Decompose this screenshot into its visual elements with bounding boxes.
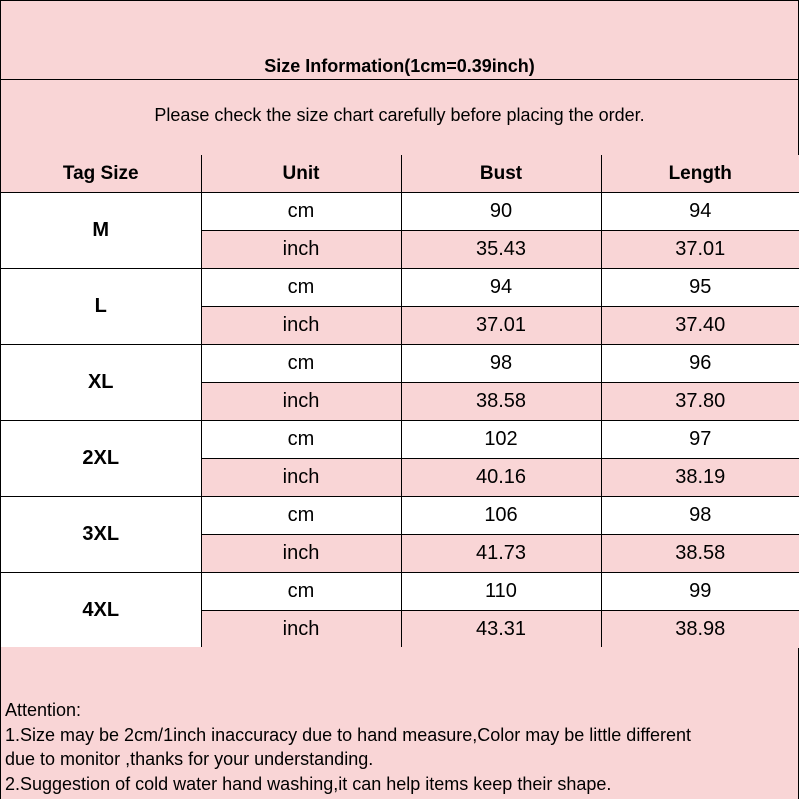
table-row [1, 345, 799, 383]
tag-size-cell: XL [1, 345, 201, 421]
table-header-row [1, 155, 799, 193]
bust-cell: 102 [401, 421, 601, 459]
length-cell: 37.40 [601, 307, 799, 345]
length-cell: 96 [601, 345, 799, 383]
length-cell: 37.80 [601, 383, 799, 421]
table-row [1, 497, 799, 535]
bust-cell: 40.16 [401, 459, 601, 497]
unit-cell: cm [201, 193, 401, 231]
bust-cell: 94 [401, 269, 601, 307]
length-cell: 37.01 [601, 231, 799, 269]
bust-cell: 106 [401, 497, 601, 535]
tag-size-cell: 3XL [1, 497, 201, 573]
bust-cell: 38.58 [401, 383, 601, 421]
unit-cell: cm [201, 345, 401, 383]
attention-notes [5, 698, 795, 796]
table-row [1, 193, 799, 231]
page-title: Size Information(1cm=0.39inch) [264, 56, 535, 76]
tag-size-cell: M [1, 193, 201, 269]
bust-cell: 90 [401, 193, 601, 231]
table-row [1, 573, 799, 611]
unit-cell: cm [201, 269, 401, 307]
header-unit: Unit [201, 155, 401, 193]
unit-cell: inch [201, 231, 401, 269]
length-cell: 38.98 [601, 611, 799, 649]
header-length: Length [601, 155, 799, 193]
length-cell: 99 [601, 573, 799, 611]
length-cell: 94 [601, 193, 799, 231]
unit-cell: inch [201, 611, 401, 649]
length-cell: 95 [601, 269, 799, 307]
bust-cell: 41.73 [401, 535, 601, 573]
table-row [1, 421, 799, 459]
header-tag-size: Tag Size [1, 155, 201, 193]
bust-cell: 110 [401, 573, 601, 611]
length-cell: 98 [601, 497, 799, 535]
tag-size-cell: 2XL [1, 421, 201, 497]
bust-cell: 37.01 [401, 307, 601, 345]
unit-cell: inch [201, 307, 401, 345]
unit-cell: inch [201, 383, 401, 421]
unit-cell: cm [201, 497, 401, 535]
tag-size-cell: 4XL [1, 573, 201, 649]
length-cell: 38.19 [601, 459, 799, 497]
header-bust: Bust [401, 155, 601, 193]
bust-cell: 35.43 [401, 231, 601, 269]
bust-cell: 43.31 [401, 611, 601, 649]
attention-line: 1.Size may be 2cm/1inch inaccuracy due to hand measure,Color may be little different [5, 724, 692, 745]
unit-cell: inch [201, 459, 401, 497]
unit-cell: cm [201, 421, 401, 459]
tag-size-cell: L [1, 269, 201, 345]
length-cell: 97 [601, 421, 799, 459]
unit-cell: cm [201, 573, 401, 611]
size-table [1, 155, 799, 649]
order-notice: Please check the size chart carefully before placing the order. [154, 105, 645, 125]
table-row [1, 269, 799, 307]
attention-heading: Attention: [5, 700, 82, 720]
bust-cell: 98 [401, 345, 601, 383]
attention-line: due to monitor ,thanks for your understanding. [5, 749, 374, 769]
length-cell: 38.58 [601, 535, 799, 573]
attention-line: 2.Suggestion of cold water hand washing,it can help items keep their shape. [5, 773, 612, 794]
unit-cell: inch [201, 535, 401, 573]
